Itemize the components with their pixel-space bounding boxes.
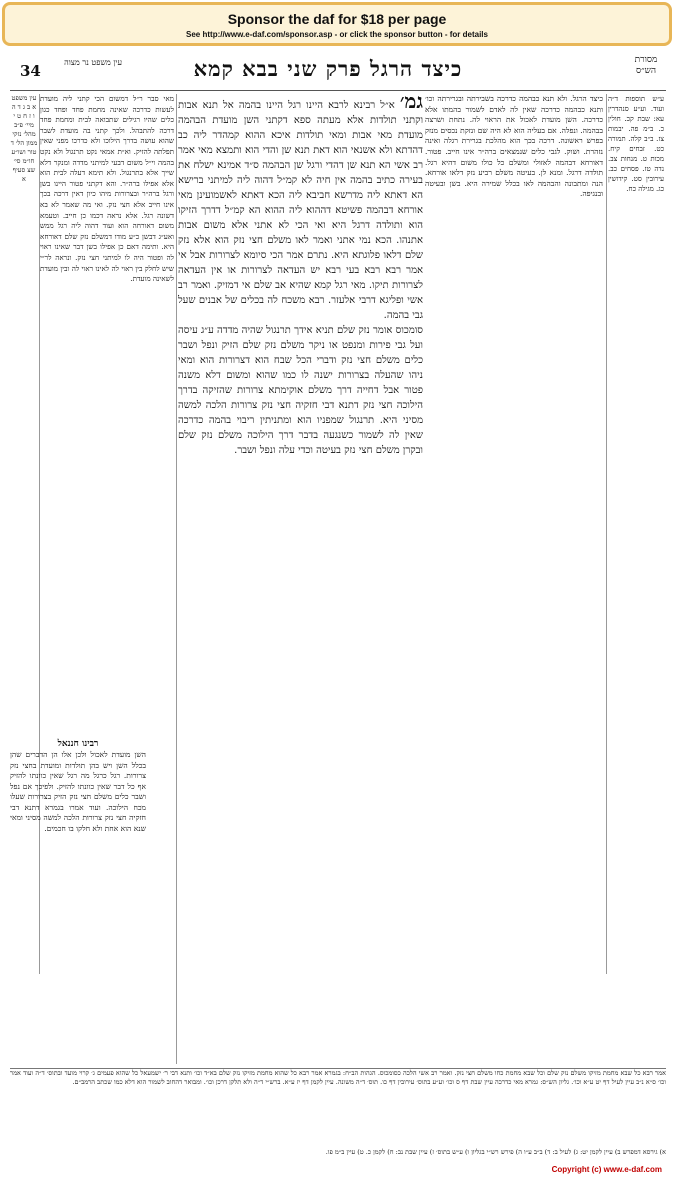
masoret-label: מסורת הש״ס [634, 55, 658, 76]
header-rule [10, 90, 666, 91]
masoret-hashas-column: ע״ש תוספות ד״ה ועוד. וע״ע סנהדרין עא: שבת קכ. חולין כ. ב״מ פה. יבמות צז. ב״ב קלה. תמורה כט. זבחים קיח. מכות ט. מנחות צב. נדה טז. פסחים כב. עירובין סט. קידושין כג. מגילה כח. [608, 95, 664, 193]
secondary-footnotes: א) גירסא דמפרש ב) עיין לקמן יט: ג) לעיל ב: ד) ב״ב ע״ו ה) פירש רש״י בגליון ו) ע״ש בתוס׳ ז) עיין שבת נב: ח) לקמן כ. ט) עיין ב״מ פו. [325, 1148, 666, 1156]
running-head: כיצד הרגל פרק שני בבא קמא [193, 56, 463, 81]
divider-right-margin [606, 94, 607, 974]
talmud-page [10, 50, 666, 1165]
rashi-commentary: כיצד הרגל. ולא תנא כבהמה כדרכה בשבירתה ובגרירתה וכו׳ ותנא כבהמה כדרכה שאין לה לאדם לשמור בהמתו אלא כדרכה. השן מועדת לאכול את הראוי לה. נתחת ושרצה בבהמה. ונפלה. אם בעליה הוא לא היה שם ונזקת נכסים מנזק בפרש ראשונה. דרכה בכך הוא מהלכת בגרירת רגלה ואינה נזהרת. ושוק. לגבי כלים שנמצאים ברה״ר אינו חייב. פטור. דאורחא דבהמה לאזולי ומשלם כל כולו משום דהיא רגל. תולדה דרגל. ומנא לן. בעיטה משלם רביע נזק דלאו אורחא. הנה ומתבונה והבהמה לאו בכלל שמירה היא. בשן ובעיטה ובנגיפה. [425, 94, 603, 199]
ein-mishpat-label: עין משפט נר מצוה [64, 58, 122, 67]
gemara-text [178, 94, 423, 1064]
gemara-continued: סומכוס אומר נזק שלם תניא אידך תרנגול שהיה מדדה ע״ג עיסה ועל גבי פירות ומנפט או ניקר משלם נזק שלם הזיק ונפל ושבר כלים משלם חצי נזק ודברי הכל שבח הוא דצרורות הוא ומאי ניהו שהעלה בצרורות ישנה לו כמו שהוא ומשום דלא משנה פטור אבל דחייה דרך משלם אוקימתא צרורות שהזיקה בדרך הילוכה חצי נזק דתנא דבי חזקיה חצי נזק צרורות הלכה למשה מסיני היא. תרנגול שמפניו הוא ומתניתין ריבוי בהמה כדרכה שאין לה לשמור כשנגעה בדבר דרך הילוכה משלם נזק שלם ובקרן משלם חצי נזק בעיטה וכדי עלה ונפל ושבר. [178, 325, 423, 456]
tosafot-commentary: מאי סבר ר״ל דמשום הכי קתני ליה מועדת לעשות כדרכה שאינה מחמת פחד ופחד כגון כלים שהיו רגילים שתבואה לבית ומחמת פחד דרכה להתבהל. ולכך קתני בה מועדת לשבר שהוא עושה בדרך הילוכו ולא כדרכו מפני שאין תפלתה להזיק. וא״ת אמאי נקט תרנגול ולא נקט בהמה וי״ל משום דבעי למיתני מדדה ומנקר דלא שייך אלא בתרנגול. ולא תימא דעלה לבית הוא אלא אפילו ברה״ר. והא דקתני פטור היינו בשן ורגל ברה״ר ובצרורות מיהו כיון דאין דרכה בכך אינו חייב אלא חצי נזק. ואי מה שאמר לא בא דשונה רגל. אלא נראה דכמו כן חייב. וטעמא משום דאורחה הוא ועוד דהוה ליה רגל ממש ואע״ג דבשן כ״ע מודו דמשלם נזק שלם דאורחא היא. ותימה דאם כן אפילו בשן דבר שאינו ראוי לה ופטור היה לו למיתני חצי נזק. ונראה לר״י שיש לחלק בין ראוי לה לאינו ראוי לה ובין מועדת לשאינה מועדת. [40, 94, 174, 284]
rabbeinu-chananel-heading: רבינו חננאל [57, 739, 99, 749]
sponsor-banner[interactable] [2, 2, 672, 46]
gemara-opening-word: גמ׳ [399, 94, 423, 113]
rabbeinu-chananel-text: השן מועדת לאכול ולכן אלו הן הדברים שהן בכלל השן ויש בהן תולדות ומועדת בחצי נזק צרורות. רגל כרגל מה רגל שאין כוונתו להזיק אף כל דבר שאין כוונתו להזיק. ולפיכך אם נפל ושבר כלים משלם חצי נזק הזיק בצרורות שעלו מכח הילוכה. ועוד אמרו בגמרא דתנא דבי חזקיה חצי נזק צרורות הלכה למשה מסיני ומאי שנא הוא אחת ולא חלקו בו חכמים. [10, 750, 146, 833]
page-header [10, 54, 666, 90]
sponsor-subtitle[interactable]: See http://www.e-daf.com/sponsor.asp - or click the sponsor button - for details [186, 30, 488, 39]
ein-mishpat-column: עין משפט א ב ג ד ה ו ז ח ט י מיי׳ פ״ב מהל׳ נזקי ממון הל׳ ד טור ושו״ע חו״מ סי׳ שצ סעיף א [10, 94, 38, 183]
divider-gemara-left [176, 94, 177, 1064]
page-number: 34 [20, 62, 41, 80]
sponsor-title[interactable]: Sponsor the daf for $18 per page [227, 11, 447, 27]
footnotes-section: אמר רבא כל שבא מחמת מזיקו משלם נזק שלם וכל שבא מחמת כחו משלם חצי נזק. ואמר רב אשי הלכה כסומכוס. הגהות הב״ח: בגמרא אמר רבא כל שהוא מחמת מזיקו נזק שלם בא״ד וכו׳ ותנא דבי ר׳ ישמעאל כל שהוא פעמים ג׳ קרוי מועד ובתוס׳ ד״ה ועוד אמר וכו׳ ס״א נ״ב עיין לעיל דף יט ע״א וכו׳. גליון הש״ס: גמרא מאי כדרכה עיין שבת דף ס וכו׳ וע״ע בתוס׳ עירובין דף כו. תוס׳ ד״ה משונה. עיין לקמן דף יז ע״א. ברש״י ד״ה ולא תלקן דרכן וכו׳. ומבואר דהחוב לשמור הוא דלא כמו שכתב הרמב״ם. [10, 1068, 666, 1149]
gemara-body: א״ל רבינא לרבא היינו רגל היינו בהמה אל תנא אבות וקתני תולדות אלא מעתה ספא דקתני השן מועדת הבהמה מועדת מאי אבות ומאי תולדות איכא ההוא קמהדר ליה כב דהדתא ולא אשנאי הוא דאת תנא שן והדי הוא ותמצא מאי אמר רב אשי הא תנא שן דהדי ורגל שן הבהמה ס״ד אמינא ישלח את בעירה כתיב בהמה אין חיה לא קמ״ל דהוה ליה למיתני ברישא הא דאתא ליה מדרשא חביבא ליה הכא דאתא לאשמועינן מאי אורחא דבהמה פשיטא דההוא ליה ההוא הא קמ״ל דדרך הזיקו הוא ותולדה דרגל היא ואי הכי לא אתני אלא משום אבות אתנהו. הכא נמי אתני ואמר לאו משלם חצי נזק הוא אלא נזק שלם דלאו פלוגתא היא. נתרם אמר הכי סיומא לצרורות אבל אי אמר רבא רבא בעי רבא יש העדאה לצרורות או אין העדאה לצרורות תיקו. מאי רגל קמא שהיא אב שלם אי דמזיק. ואמר רב אשי ופליגא דרבי אלעזר. רבא משכח לה בכלים של אבנים שעל גבי בהמה. [178, 100, 423, 321]
copyright-notice[interactable]: Copyright (c) www.e-daf.com [551, 1165, 662, 1174]
